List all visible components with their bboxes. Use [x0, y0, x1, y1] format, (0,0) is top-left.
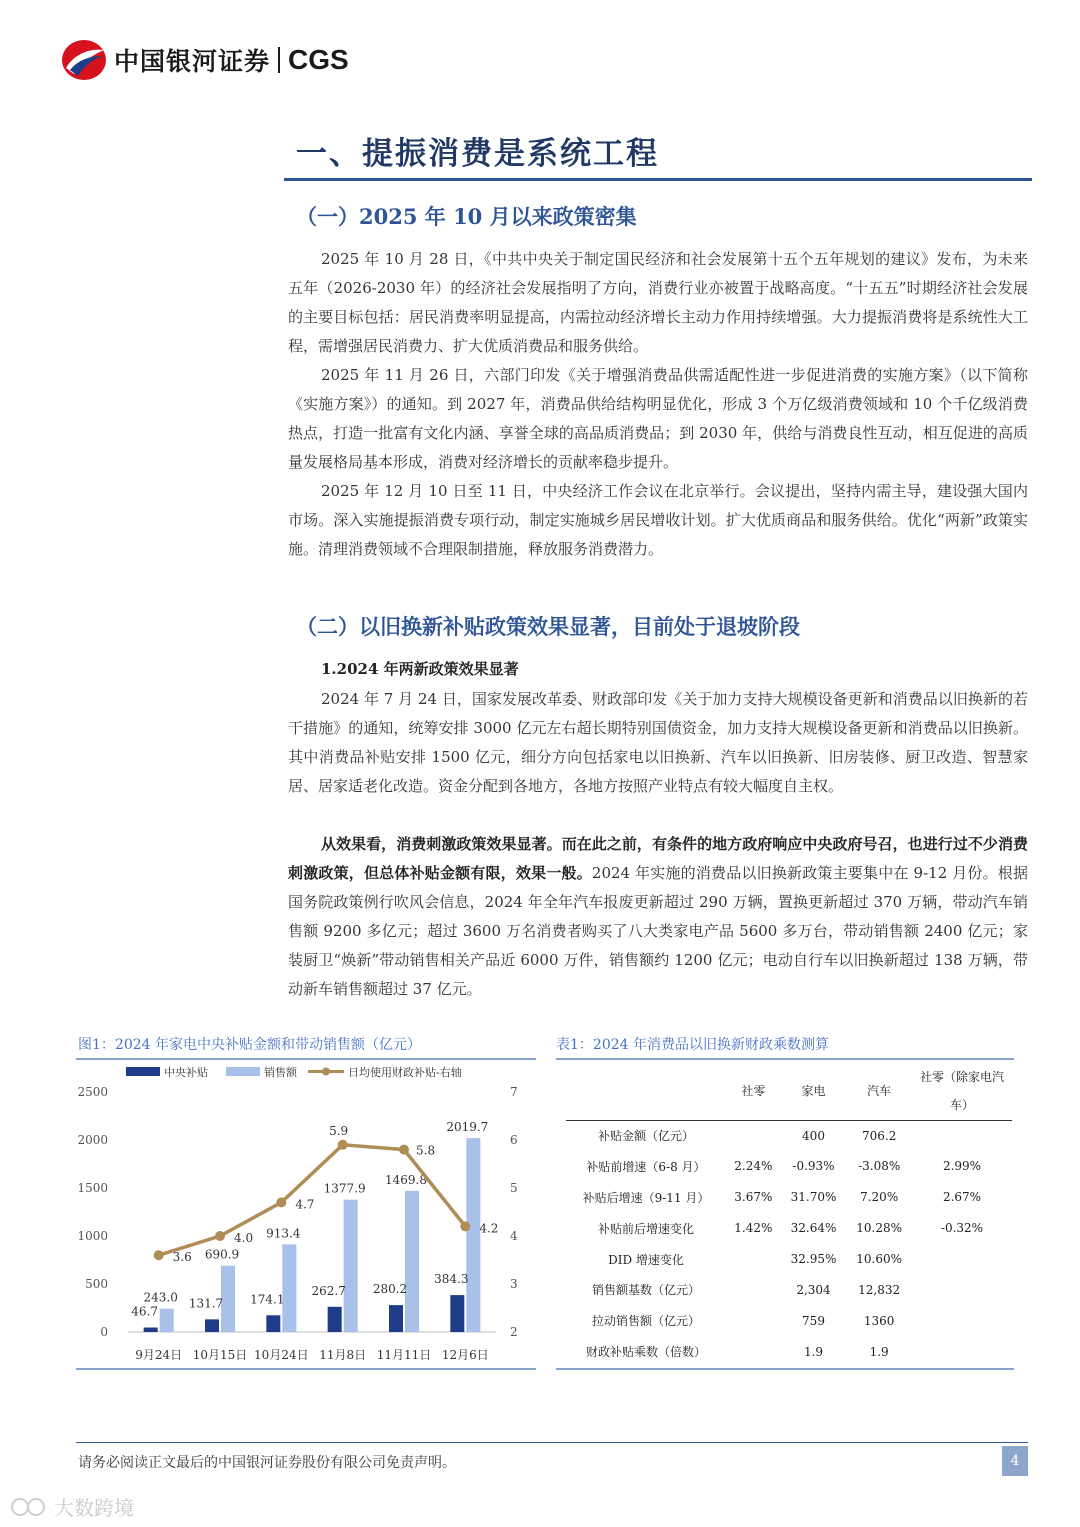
- y-right-tick-label: 5: [510, 1181, 518, 1195]
- bar-label-central-subsidy: 384.3: [434, 1272, 469, 1287]
- table-cell: 32.64%: [790, 1221, 837, 1236]
- table-row-label: 财政补贴乘数（倍数）: [585, 1345, 706, 1360]
- table-row: [566, 1151, 1012, 1182]
- line-label-daily-subsidy: 3.6: [172, 1250, 192, 1265]
- y-left-tick-label: 2500: [77, 1085, 108, 1099]
- bar-label-central-subsidy: 46.7: [131, 1304, 159, 1319]
- table-row-label: 补贴前增速（6-8 月）: [586, 1159, 706, 1174]
- paragraph-5-bold: 从效果看，消费刺激政策效果显著。而在此之前，有条件的地方政府响应中央政府号召，也进行过不少消费刺激政策，但总体补贴金额有限，效果一般。: [288, 835, 1028, 882]
- table-header-cell: 社零（除家电汽车）: [912, 1062, 1012, 1120]
- paragraph-5-rest: 2024 年实施的消费品以旧换新政策主要集中在 9-12 月份。根据国务院政策例行吹风会信息，2024 年全年汽车报废更新超过 290 万辆，置换更新超过 370 万辆，带动汽车销售额 9200 多亿元；超过 3600 万名消费者购买了八大类家电产品 5600 多万台，带动销售额 2400 亿元；家装厨卫“焕新”带动销售相关产品近 6000 万件，销售额约 1200 亿元；电动自行车以旧换新超过 138 万辆，带动新车销售额超过 37 亿元。: [288, 864, 1028, 998]
- section-title-rule: [284, 178, 1032, 181]
- table-cell: 2.99%: [942, 1159, 982, 1174]
- figure-bottom-rule: [76, 1368, 536, 1370]
- table-cell: 2.67%: [942, 1190, 982, 1205]
- bar-central-subsidy: [144, 1328, 158, 1332]
- table-row: [566, 1120, 1012, 1151]
- bar-label-central-subsidy: 262.7: [311, 1283, 346, 1298]
- table-cell: [726, 1336, 781, 1367]
- y-left-tick-label: 1000: [77, 1229, 108, 1243]
- brand-name-en: CGS: [288, 44, 349, 75]
- footer-rule: [76, 1442, 1028, 1443]
- x-tick-label: 12月6日: [441, 1348, 489, 1362]
- watermark-text: 大数跨境: [54, 1496, 134, 1520]
- brand-separator: [278, 47, 280, 73]
- table-row-label: 补贴后增速（9-11 月）: [582, 1190, 710, 1205]
- table-cell: 400: [802, 1128, 825, 1143]
- table-cell: -3.08%: [858, 1159, 901, 1174]
- table-row: [566, 1336, 1012, 1367]
- table-row-label: 拉动销售额（亿元）: [591, 1314, 700, 1329]
- line-label-daily-subsidy: 4.7: [295, 1197, 315, 1212]
- table-cell: 1.9: [869, 1344, 889, 1359]
- bar-label-sales: 1469.8: [385, 1172, 427, 1187]
- y-left-tick-label: 500: [85, 1277, 108, 1291]
- legend-marker-daily-subsidy: [322, 1068, 330, 1076]
- brand-logo: [60, 38, 349, 82]
- bar-central-subsidy: [389, 1305, 403, 1332]
- y-left-tick-label: 1500: [77, 1181, 108, 1195]
- x-tick-label: 10月15日: [192, 1348, 248, 1362]
- table-cell: [912, 1305, 1012, 1336]
- y-left-tick-label: 0: [100, 1325, 108, 1339]
- table-cell: 759: [802, 1313, 825, 1328]
- table-cell: 1.42%: [734, 1221, 773, 1236]
- bar-sales: [160, 1309, 174, 1332]
- line-label-daily-subsidy: 5.8: [416, 1143, 436, 1158]
- subsection-title-1: （一）2025 年 10 月以来政策密集: [296, 204, 637, 229]
- legend-label-sales: 销售额: [264, 1066, 297, 1079]
- table-cell: 12,832: [858, 1282, 901, 1297]
- line-point-daily-subsidy: [399, 1145, 409, 1155]
- table-cell: [726, 1244, 781, 1275]
- legend-swatch-central-subsidy: [126, 1067, 160, 1076]
- line-label-daily-subsidy: 5.9: [329, 1123, 349, 1138]
- bar-label-sales: 690.9: [204, 1247, 240, 1262]
- bar-central-subsidy: [450, 1295, 464, 1332]
- bar-label-central-subsidy: 131.7: [188, 1296, 224, 1311]
- y-right-tick-label: 6: [510, 1133, 518, 1147]
- legend-swatch-sales: [226, 1067, 260, 1076]
- bar-label-sales: 2019.7: [446, 1120, 489, 1135]
- multiplier-table: [566, 1062, 1012, 1367]
- page-number: 4: [1002, 1446, 1028, 1476]
- table-row: [566, 1305, 1012, 1336]
- watermark-logo-icon: [10, 1496, 50, 1518]
- bar-label-central-subsidy: 280.2: [372, 1282, 408, 1297]
- line-label-daily-subsidy: 4.0: [234, 1231, 254, 1245]
- table-cell: [726, 1305, 781, 1336]
- table-cell: 7.20%: [860, 1190, 899, 1205]
- subsection-title-2: （二）以旧换新补贴政策效果显著，目前处于退坡阶段: [296, 614, 800, 639]
- section-title: 一、提振消费是系统工程: [296, 136, 659, 172]
- paragraph-1: 2025 年 10 月 28 日，《中共中央关于制定国民经济和社会发展第十五个五年规划的建议》发布，为未来五年（2026-2030 年）的经济社会发展指明了方向，消费行业亦被置于战略高度。“十五五”时期经济社会发展的主要目标包括：居民消费率明显提高，内需拉动经济增长主动力作用持续增强。大力提振消费将是系统性大工程，需增强居民消费力、扩大优质消费品和服务供给。: [288, 250, 1028, 355]
- paragraph-5: [288, 830, 1028, 1004]
- table-header-cell: 家电: [781, 1062, 847, 1120]
- y-right-tick-label: 2: [510, 1325, 518, 1339]
- table-cell: [912, 1336, 1012, 1367]
- table-cell: 1360: [863, 1313, 895, 1328]
- line-label-daily-subsidy: 4.2: [479, 1221, 499, 1236]
- bar-sales: [405, 1191, 419, 1332]
- line-point-daily-subsidy: [460, 1221, 470, 1231]
- table-cell: 1.9: [803, 1344, 824, 1359]
- table-cell: 2.24%: [734, 1159, 773, 1174]
- table-cell: -0.93%: [792, 1159, 835, 1174]
- bar-label-sales: 243.0: [143, 1290, 178, 1305]
- line-point-daily-subsidy: [215, 1231, 225, 1241]
- x-tick-label: 10月24日: [254, 1348, 309, 1362]
- bar-label-sales: 913.4: [266, 1226, 301, 1241]
- table-cell: 10.60%: [856, 1252, 903, 1266]
- table-bottom-rule: [556, 1368, 1014, 1370]
- table-row: [566, 1213, 1012, 1244]
- sub-subhead: 1.2024 年两新政策效果显著: [321, 660, 519, 678]
- y-right-tick-label: 3: [510, 1277, 518, 1291]
- table-header-row: [566, 1062, 1012, 1120]
- line-point-daily-subsidy: [154, 1250, 164, 1260]
- table-cell: 3.67%: [734, 1190, 773, 1205]
- table-row: [566, 1274, 1012, 1305]
- paragraph-4: 2024 年 7 月 24 日，国家发展改革委、财政部印发《关于加力支持大规模设备更新和消费品以旧换新的若干措施》的通知，统筹安排 3000 亿元左右超长期特别国债资金，加力支持大规模设备更新和消费品以旧换新。其中消费品补贴安排 1500 亿元，细分方向包括家电以旧换新、汽车以旧换新、旧房装修、厨卫改造、智慧家居、居家适老化改造。资金分配到各地方，各地方按照产业特点有较大幅度自主权。: [288, 690, 1028, 795]
- table-row: [566, 1244, 1012, 1275]
- bar-sales: [344, 1200, 358, 1332]
- paragraph-2: 2025 年 11 月 26 日，六部门印发《关于增强消费品供需适配性进一步促进消费的实施方案》（以下简称《实施方案》）的通知。到 2027 年，消费品供给结构明显优化，形成 3 个万亿级消费领域和 10 个千亿级消费热点，打造一批富有文化内涵、享誉全球的高品质消费品；到 2030 年，供给与消费良性互动，相互促进的高质量发展格局基本形成，消费对经济增长的贡献率稳步提升。: [288, 366, 1028, 471]
- table-cell: 32.95%: [790, 1252, 837, 1266]
- chart-container: [76, 1060, 536, 1366]
- table-cell: 2,304: [796, 1282, 831, 1297]
- table-header-cell: 汽车: [846, 1062, 912, 1120]
- bar-central-subsidy: [266, 1315, 280, 1332]
- table-title: 表1：2024 年消费品以旧换新财政乘数测算: [556, 1037, 829, 1053]
- bar-central-subsidy: [205, 1319, 219, 1332]
- legend-label-central-subsidy: 中央补贴: [164, 1066, 208, 1079]
- table-cell: 706.2: [861, 1128, 897, 1143]
- line-point-daily-subsidy: [276, 1197, 286, 1207]
- table-row-label: 补贴前后增速变化: [597, 1221, 694, 1236]
- line-point-daily-subsidy: [338, 1140, 348, 1150]
- table-cell: 10.28%: [856, 1221, 903, 1236]
- x-tick-label: 11月11日: [376, 1348, 432, 1362]
- y-right-tick-label: 4: [510, 1229, 518, 1243]
- x-tick-label: 9月24日: [135, 1348, 183, 1362]
- table-cell: -0.32%: [940, 1221, 984, 1236]
- table-cell: [726, 1120, 781, 1151]
- x-tick-label: 11月8日: [319, 1348, 367, 1362]
- paragraph-3: 2025 年 12 月 10 日至 11 日，中央经济工作会议在北京举行。会议提出，坚持内需主导，建设强大国内市场。深入实施提振消费专项行动，制定实施城乡居民增收计划。扩大优质商品和服务供给。优化“两新”政策实施。清理消费领域不合理限制措施，释放服务消费潜力。: [288, 482, 1028, 558]
- bar-central-subsidy: [328, 1307, 342, 1332]
- figure-title: 图1：2024 年家电中央补贴金额和带动销售额（亿元）: [78, 1037, 421, 1053]
- table-cell: [912, 1274, 1012, 1305]
- watermark: [10, 1492, 134, 1521]
- bar-label-central-subsidy: 174.1: [250, 1292, 285, 1307]
- galaxy-logo-icon: [60, 38, 108, 82]
- brand-name-cn: 中国银河证券: [114, 47, 271, 76]
- table-cell: [912, 1244, 1012, 1275]
- table-header-cell: [566, 1062, 726, 1120]
- table-row: [566, 1182, 1012, 1213]
- table-header-cell: 社零: [726, 1062, 781, 1120]
- footer-disclaimer: 请务必阅读正文最后的中国银河证券股份有限公司免责声明。: [78, 1455, 456, 1471]
- table-row-label: 销售额基数（亿元）: [591, 1283, 700, 1298]
- table-cell: [912, 1120, 1012, 1151]
- table-cell: [726, 1274, 781, 1305]
- table-row-label: 补贴金额（亿元）: [597, 1129, 694, 1144]
- y-right-tick-label: 7: [510, 1085, 518, 1099]
- y-left-tick-label: 2000: [77, 1133, 108, 1147]
- table-top-rule: [556, 1058, 1014, 1060]
- subsidy-sales-chart: [76, 1060, 536, 1366]
- bar-label-sales: 1377.9: [323, 1181, 366, 1196]
- table-row-label: DID 增速变化: [608, 1252, 684, 1267]
- bar-sales: [282, 1244, 296, 1332]
- legend-label-daily-subsidy: 日均使用财政补贴-右轴: [348, 1066, 462, 1079]
- table-cell: 31.70%: [790, 1190, 837, 1205]
- bar-sales: [466, 1138, 480, 1332]
